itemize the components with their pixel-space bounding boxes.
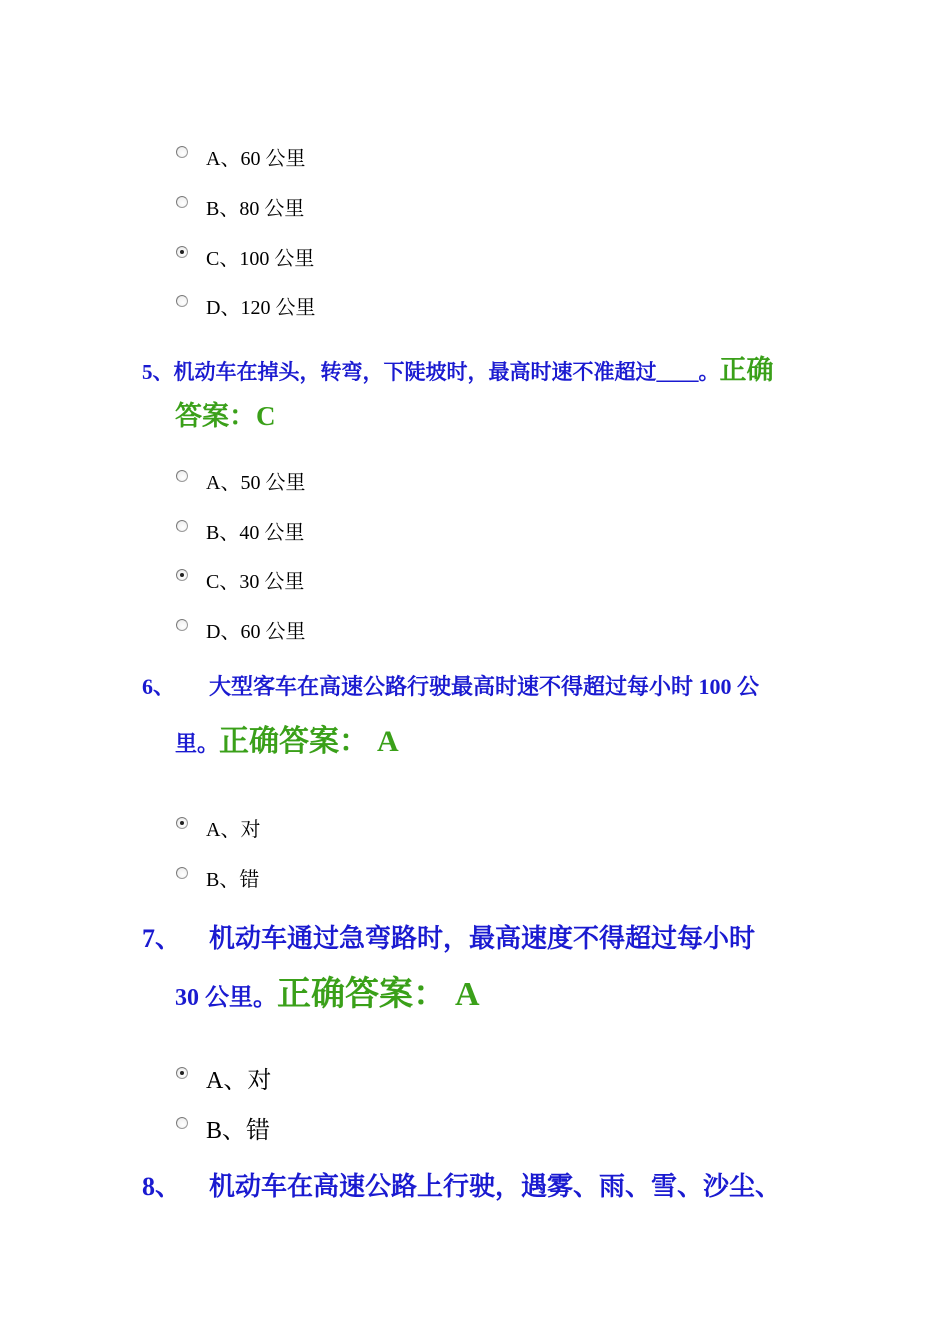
q5-option-d[interactable] [176, 615, 305, 644]
option-label: B、错 [206, 869, 260, 891]
q4-option-c[interactable] [176, 242, 314, 271]
radio-button-checked[interactable] [176, 246, 188, 258]
option-label: D、60 公里 [206, 621, 306, 643]
radio-button-checked[interactable] [176, 817, 188, 829]
question-text: 里。 [175, 731, 220, 756]
radio-button[interactable] [176, 1117, 188, 1129]
radio-button[interactable] [176, 146, 188, 158]
question-text: 机动车通过急弯路时，最高速度不得超过每小时 [209, 924, 756, 953]
answer-label: 正确答案： [219, 725, 370, 758]
radio-button[interactable] [176, 619, 188, 631]
radio-button[interactable] [176, 295, 188, 307]
question-text: 30 公里。 [175, 985, 277, 1011]
question-text: 机动车在掉头，转弯，下陡坡时，最高时速不准超过____。 [173, 360, 720, 384]
option-label: C、100 公里 [206, 248, 315, 270]
option-label: B、80 公里 [206, 198, 305, 220]
option-label: A、60 公里 [206, 148, 306, 170]
question-number: 6、 [142, 674, 176, 699]
question-number: 8、 [142, 1172, 182, 1201]
radio-button[interactable] [176, 470, 188, 482]
radio-button-checked[interactable] [176, 1067, 188, 1079]
q5-option-a[interactable] [176, 466, 305, 495]
q4-option-b[interactable] [176, 192, 304, 221]
q5-option-c[interactable] [176, 565, 304, 594]
radio-button-checked[interactable] [176, 569, 188, 581]
correct-answer: C [256, 401, 276, 431]
option-label: D、120 公里 [206, 297, 316, 319]
answer-label: 答案： [175, 401, 256, 431]
q6-option-a[interactable] [176, 813, 260, 842]
option-label: B、错 [206, 1118, 271, 1144]
correct-answer: A [377, 725, 399, 758]
q5-option-b[interactable] [176, 516, 304, 545]
radio-button[interactable] [176, 867, 188, 879]
question-number: 7、 [142, 924, 182, 953]
option-label: C、30 公里 [206, 571, 305, 593]
option-label: A、对 [206, 819, 261, 841]
option-label: A、对 [206, 1068, 272, 1094]
answer-label: 正确答案： [277, 976, 447, 1013]
answer-label: 正确 [719, 355, 774, 385]
q4-option-d[interactable] [176, 291, 315, 320]
q7-option-b[interactable] [176, 1110, 270, 1145]
question-text: 大型客车在高速公路行驶最高时速不得超过每小时 100 公 [209, 674, 760, 699]
radio-button[interactable] [176, 520, 188, 532]
option-label: A、50 公里 [206, 472, 306, 494]
q6-option-b[interactable] [176, 863, 259, 892]
q4-option-a[interactable] [176, 142, 305, 171]
correct-answer: A [455, 976, 480, 1013]
q7-option-a[interactable] [176, 1060, 271, 1095]
question-number: 5、 [142, 360, 174, 384]
option-label: B、40 公里 [206, 522, 305, 544]
question-text: 机动车在高速公路上行驶，遇雾、雨、雪、沙尘、 [209, 1172, 782, 1201]
radio-button[interactable] [176, 196, 188, 208]
